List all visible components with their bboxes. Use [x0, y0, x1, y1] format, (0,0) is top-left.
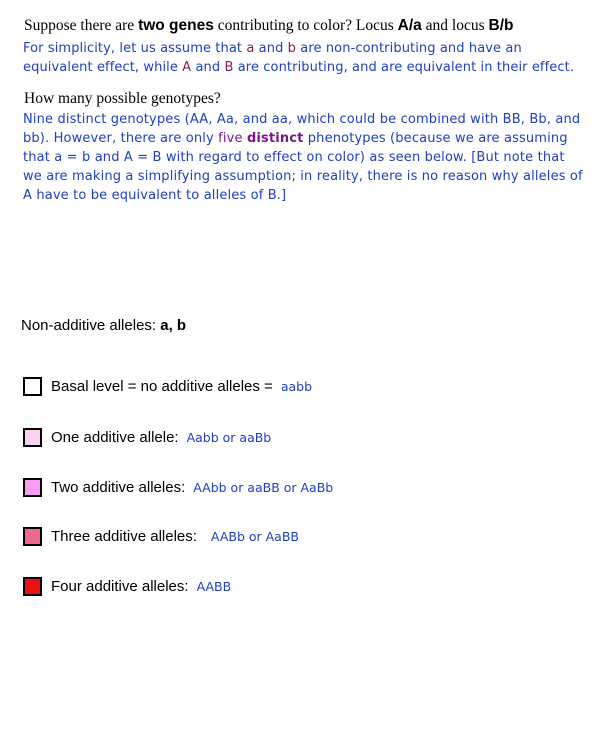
allele-A: A — [182, 60, 192, 75]
color-swatch-basal — [23, 377, 42, 396]
phenotype-label: Four additive alleles: — [51, 577, 189, 595]
non-additive-alleles: Non-additive alleles: a, b — [21, 317, 187, 334]
color-swatch-one — [23, 428, 42, 447]
distinct-emphasis: distinct — [246, 131, 304, 146]
question-genes: Suppose there are two genes contributing to color? Locus A/a and locus B/b — [24, 17, 514, 34]
phenotype-row-one — [23, 427, 271, 447]
phenotype-label: Basal level = no additive alleles = — [51, 377, 273, 395]
phenotype-label: Two additive alleles: — [51, 478, 186, 496]
two-genes-emphasis: two genes — [138, 17, 214, 34]
locus-b: B/b — [488, 17, 514, 34]
color-swatch-four — [23, 577, 42, 596]
allele-b: b — [287, 41, 297, 56]
allele-a: a — [246, 41, 255, 56]
phenotype-label: One additive allele: — [51, 428, 179, 446]
phenotype-row-three — [23, 526, 299, 546]
phenotype-row-four — [23, 576, 231, 596]
five-word: five — [218, 131, 243, 146]
locus-a: A/a — [397, 17, 422, 34]
allele-B: B — [224, 60, 234, 75]
phenotype-label: Three additive alleles: — [51, 527, 197, 545]
question-genotypes: How many possible genotypes? — [24, 90, 221, 107]
phenotype-genotypes: aabb — [280, 378, 313, 394]
non-additive-allele-list: a, b — [160, 317, 187, 334]
assumption-paragraph: For simplicity, let us assume that a and b are non-contributing and have an equivalent effect, while A and B are contributing, and are equivalent in their effect. — [23, 41, 575, 75]
phenotype-row-two — [23, 477, 333, 497]
phenotype-genotypes: Aabb or aaBb — [186, 429, 272, 445]
phenotype-row-basal — [23, 376, 312, 396]
phenotype-genotypes: AABb or AaBB — [210, 528, 299, 544]
phenotype-genotypes: AABB — [196, 578, 232, 594]
color-swatch-three — [23, 527, 42, 546]
color-swatch-two — [23, 478, 42, 497]
genotypes-paragraph: Nine distinct genotypes (AA, Aa, and aa, which could be combined with BB, Bb, and bb). However, there are only five distinct phenotypes (because we are assuming that a = b and A = B with regard to effect on color) as seen below. [But note that we are making a simplifying assumption; in reality, there is no reason why alleles of A have to be equivalent to alleles of B.] — [23, 112, 583, 203]
phenotype-genotypes: AAbb or aaBB or AaBb — [193, 479, 334, 495]
